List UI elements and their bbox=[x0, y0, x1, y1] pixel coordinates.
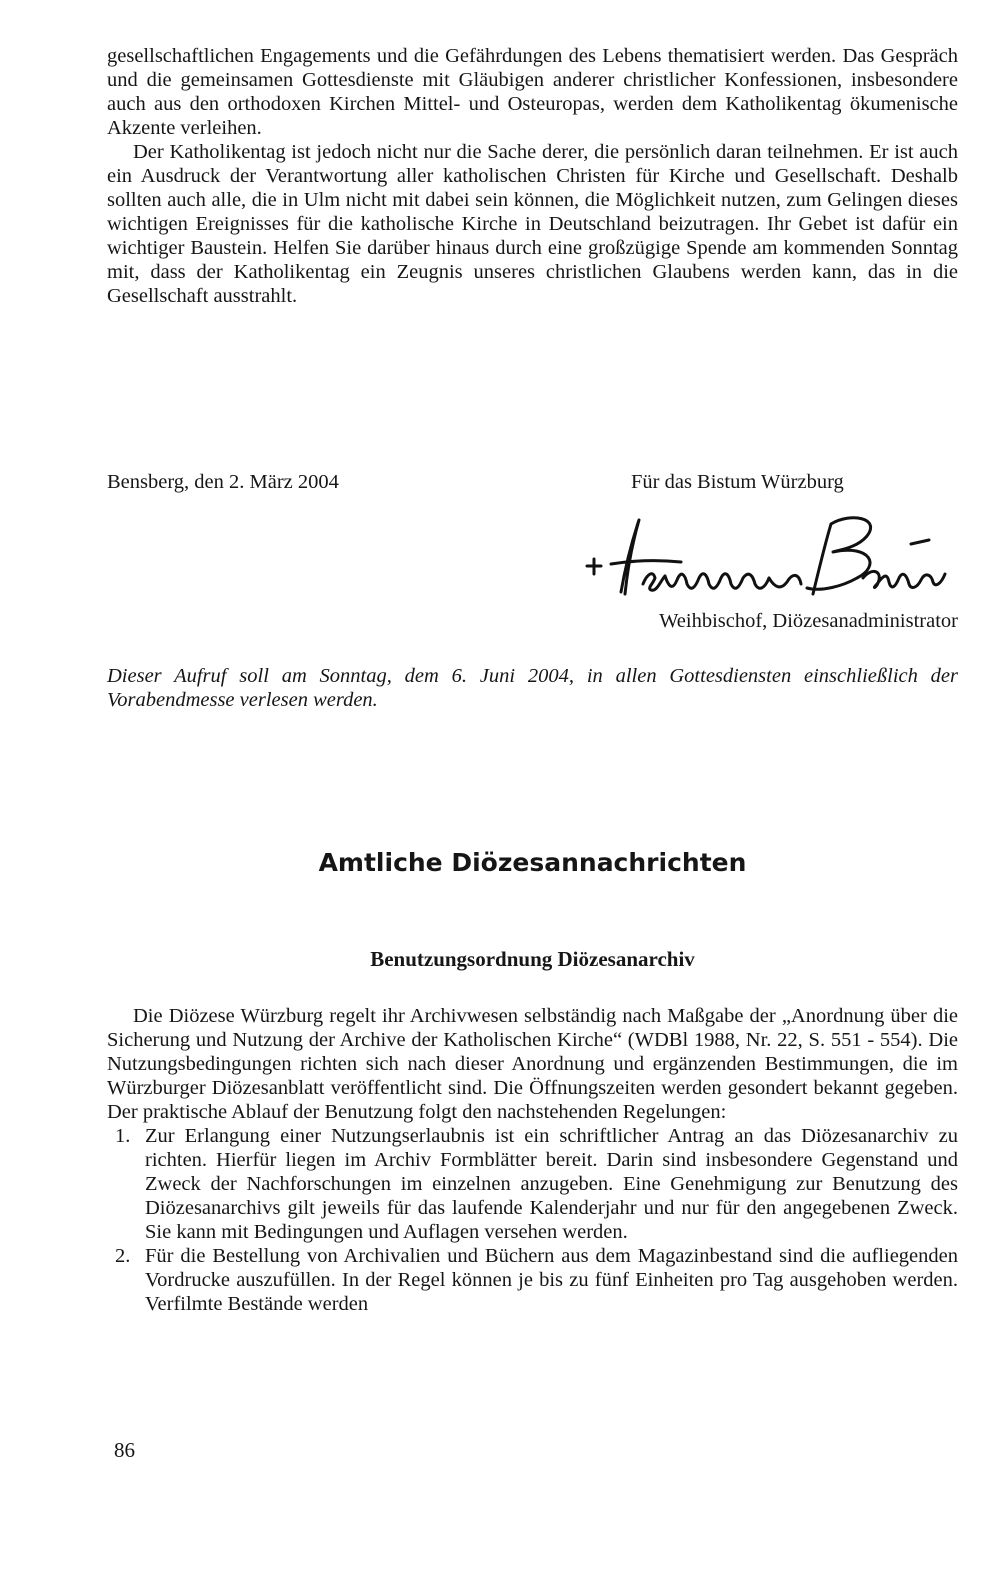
section-title: Amtliche Diözesannachrichten bbox=[318, 848, 747, 877]
document-page bbox=[107, 44, 958, 1315]
page-number: 86 bbox=[114, 1438, 135, 1462]
list-item-text: Zur Erlangung einer Nutzungserlaubnis ist ein schriftlicher Antrag an das Diözesanarchiv zu richten. Hierfür liegen im Archiv Formblätter bereit. Darin sind insbesondere Gegenstand und Zweck der Nachforschungen im einzelnen anzugeben. Eine Genehmigung zur Benutzung des Diözesanarchivs gilt jeweils für das laufende Kalenderjahr und nur für den angegebenen Zweck. Sie kann mit Bedingungen und Auflagen versehen werden. bbox=[145, 1125, 958, 1243]
signature-text: + Helmut Bauer bbox=[581, 514, 588, 515]
list-item-number: 1. bbox=[115, 1125, 131, 1147]
list-item-text: Für die Bestellung von Archivalien und Büchern aus dem Magazinbestand sind die aufliegenden Vordrucke auszufüllen. In der Regel können je bis zu fünf Einheiten pro Tag ausgehoben werden. Verfilmte Bestände werden bbox=[145, 1245, 958, 1315]
signer-role: Weihbischof, Diözesanadministrator bbox=[659, 610, 958, 632]
rules-list bbox=[107, 1124, 958, 1316]
list-item bbox=[107, 1124, 958, 1244]
intro-paragraph-1: gesellschaftlichen Engagements und die Gefährdungen des Lebens thematisiert werden. Das Gespräch und die gemeinsamen Gottesdienste mit Gläubigen anderer christlicher Konfessionen, insbesondere auch aus den orthodoxen Kirchen Mittel- und Osteuropas, werden dem Katholikentag ökumenische Akzente verleihen. bbox=[107, 45, 958, 139]
rules-intro-paragraph: Die Diözese Würzburg regelt ihr Archivwesen selbständig nach Maßgabe der „Anordnung über die Sicherung und Nutzung der Archive der Katholischen Kirche“ (WDBl 1988, Nr. 22, S. 551 - 554). Die Nutzungsbedingungen richten sich nach dieser Anordnung und ergänzenden Bestimmungen, die im Würzburger Diözesanblatt veröffentlicht sind. Die Öffnungszeiten werden gesondert bekannt gegeben. Der praktische Ablauf der Benutzung folgt den nachstehenden Regelungen: bbox=[107, 1005, 958, 1123]
subsection-title: Benutzungsordnung Diözesanarchiv bbox=[370, 947, 695, 971]
list-item-number: 2. bbox=[115, 1245, 131, 1267]
intro-paragraph-2: Der Katholikentag ist jedoch nicht nur die Sache derer, die persönlich daran teilnehmen. Er ist auch ein Ausdruck der Verantwortung aller katholischen Christen für Kirche und Gesellschaft. Deshalb sollten auch alle, die in Ulm nicht mit dabei sein können, die Möglichkeit nutzen, zum Gelingen dieses wichtigen Ereignisses für die katholische Kirche in Deutschland beizutragen. Ihr Gebet ist dafür ein wichtiger Baustein. Helfen Sie darüber hinaus durch eine großzügige Spende am kommenden Sonntag mit, dass der Katholikentag ein Zeugnis unseres christlichen Glaubens werden kann, das in die Gesellschaft ausstrahlt. bbox=[107, 141, 958, 307]
reading-instruction: Dieser Aufruf soll am Sonntag, dem 6. Juni 2004, in allen Gottesdiensten einschließlich der Vorabendmesse verlesen werden. bbox=[107, 665, 958, 711]
archive-rules bbox=[107, 1004, 958, 1316]
handwritten-signature bbox=[581, 514, 961, 614]
on-behalf-line: Für das Bistum Würzburg bbox=[631, 471, 844, 493]
list-item bbox=[107, 1244, 958, 1316]
place-date: Bensberg, den 2. März 2004 bbox=[107, 471, 339, 493]
